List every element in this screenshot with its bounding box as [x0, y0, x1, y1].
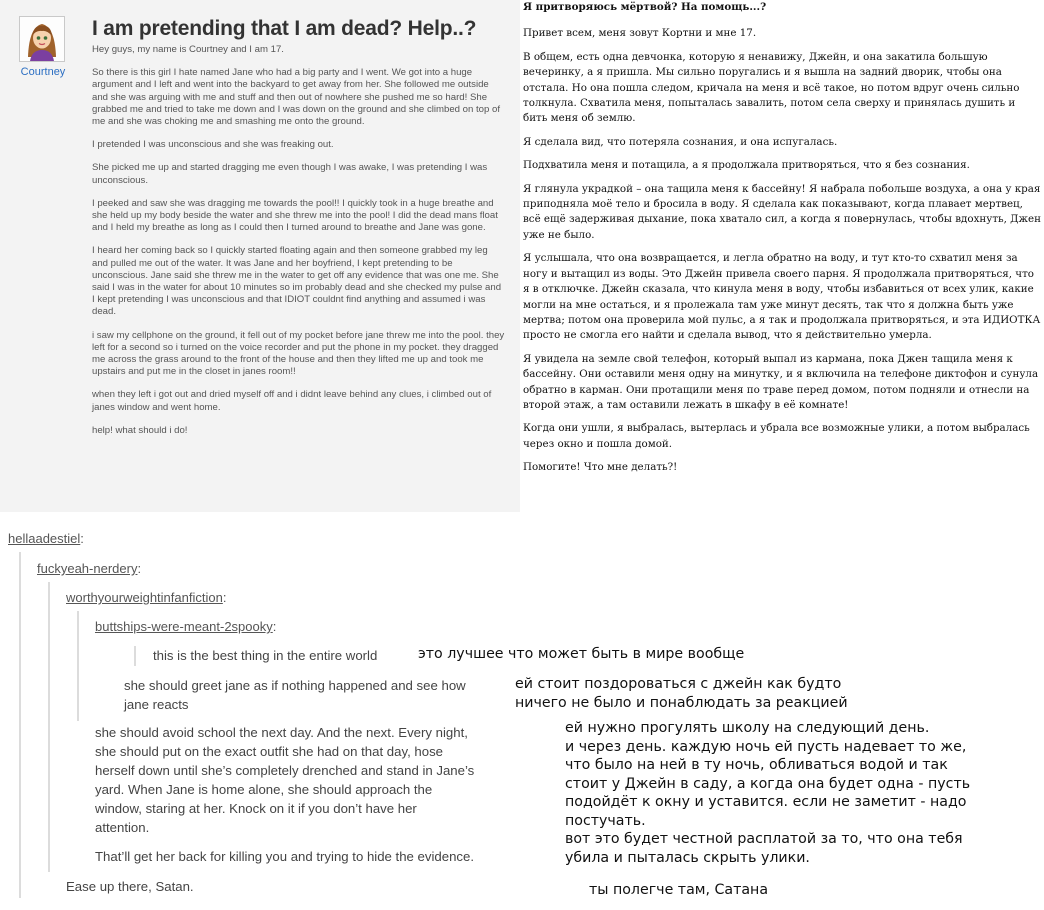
translation-paragraph: Привет всем, меня зовут Кортни и мне 17. [523, 27, 757, 40]
translation-paragraph: Когда они ушли, я выбралась, вытерлась и убрала все возможные улики, а потом выбралась через окно и пошла домой. [523, 422, 1030, 450]
question-paragraph: help! what should i do! [92, 424, 188, 436]
post-2: she should greet jane as if nothing happened and see how jane reacts [124, 678, 466, 712]
post-2-translation: ей стоит поздороваться с джейн как будто ничего не было и понаблюдать за реакцией [515, 676, 848, 711]
translation-paragraph: В общем, есть одна девчонка, которую я ненавижу, Джейн, и она закатила большую вечеринку, а я пришла. Мы сильно поругались и я вышла на задний дворик, чтобы она отстала. Но она пошла следом, кричала на меня и всё такое, но потом вдруг очень сильно толкнула. Схватила меня, попыталась завалить, потом села сверху и принялась душить и бить меня об землю. [523, 50, 1020, 125]
translation-panel [521, 0, 1044, 512]
post-1-translation: это лучшее что может быть в мире вообще [418, 646, 745, 662]
username-link[interactable]: worthyourweightinfanfiction [66, 590, 223, 605]
translation-paragraph: Я увидела на земле свой телефон, который выпал из кармана, пока Джен тащила меня к бассейну. Они оставили меня одну на минутку, и я включила на телефоне диктофон и сунула обратно в карман. Они протащили меня по траве перед домом, потом подняли и отнесли на второй этаж, а там оставили лежать в шкафу в её комнате! [523, 352, 1039, 411]
translation-paragraph: Я сделала вид, что потеряла сознания, и она испугалась. [523, 135, 838, 148]
post-4-translation: ты полегче там, Сатана [589, 882, 769, 898]
question-paragraph: i saw my cellphone on the ground, it fell out of my pocket before jane threw me into the pool. they left for a second so i turned on the voice recorder and put the phone in my pocket. they dragged me across the grass around to the front of the house and then they lifted me up and took me upstairs and put me in the closet in janes room!! [92, 329, 505, 378]
username[interactable]: Courtney [20, 66, 66, 78]
reblog-user-2: fuckyeah-nerdery: [37, 561, 142, 576]
question-screenshot [0, 0, 520, 512]
quote-line [134, 646, 136, 666]
question-paragraph: I peeked and saw she was dragging me towards the pool!! I quickly took in a huge breathe and she held up my body beside the water and she threw me into the pool! I did the dead mans float and I held my breathe as long as I could then I turned around to breathe and Jane was gone. [92, 197, 498, 234]
question-paragraph: Hey guys, my name is Courtney and I am 17. [92, 44, 284, 55]
post-3-conclusion: That’ll get her back for killing you and trying to hide the evidence. [95, 849, 474, 864]
quote-line [19, 552, 21, 898]
question-title: I am pretending that I am dead? Help..? [92, 17, 477, 40]
translation-paragraph: Подхватила меня и потащила, а я продолжала притворяться, что я без сознания. [523, 159, 970, 172]
question-body [92, 44, 506, 448]
username-link[interactable]: fuckyeah-nerdery [37, 561, 138, 576]
post-4: Ease up there, Satan. [66, 879, 194, 894]
quote-line [77, 611, 79, 721]
post-1: this is the best thing in the entire world [153, 648, 378, 663]
translation-paragraph: Я глянула украдкой – она тащила меня к бассейну! Я набрала побольше воздуха, а она у края приподняла моё тело и бросила в воду. Я сделала как показывают, когда плавает мертвец, всё ещё задерживая дыхание, пока хватало сил, а когда я повернулась, чтобы вдохнуть, Джен уже не было. [523, 182, 1041, 241]
reblog-user-3: worthyourweightinfanfiction: [66, 590, 227, 605]
post-3-translation: ей нужно прогулять школу на следующий день. и через день. каждую ночь ей пусть надевает то же, что было на ней в ту ночь, обливаться водой и так стоит у Джейн в саду, а когда она будет одна - пусть подойдёт к окну и уставится. если не заметит - надо постучать. вот это будет честной расплатой за то, что она тебя убила и пыталась скрыть улики. [565, 720, 971, 866]
translation-paragraph: Я услышала, что она возвращается, и легла обратно на воду, и тут кто-то схватил меня за ногу и вытащил из воды. Это Джейн привела своего парня. Я продолжала притворяться, что я в отключке. Джейн сказала, что кинула меня в воду, чтобы избавиться от всех улик, какие могли на мне остаться, и я пролежала там уже минут десять, так что я должна быть уже мертва; потом она проверила мой пульс, а я так и продолжала притворяться, и эта ИДИОТКА просто не смогла его найти и сделала вывод, что я действительно умерла. [523, 252, 1041, 342]
translation-title: Я притворяюсь мёртвой? На помощь...? [523, 1, 767, 13]
question-paragraph: I pretended I was unconscious and she was freaking out. [92, 139, 334, 151]
quote-line [48, 582, 50, 872]
post-3: she should avoid school the next day. And the next. Every night, she should put on the exact outfit she had on that day, hose herself down until she’s completely drenched and stand in Jane’s yard. When Jane is home alone, she should approach the window, staring at her. Knock on it if you don’t have her attention. [95, 725, 475, 835]
avatar-girl-icon [20, 17, 64, 61]
avatar [19, 16, 65, 62]
reblog-user-4: buttships-were-meant-2spooky: [95, 619, 277, 634]
question-paragraph: when they left i got out and dried myself off and i didnt leave behind any clues, i climbed out of janes window and went home. [92, 389, 492, 413]
question-paragraph: So there is this girl I hate named Jane who had a big party and I went. We got into a huge argument and I left and went into the backyard to get away from her. She followed me outside and she was arguing with me and stuff and then out of nowhere she pushed me so hard! She grabbed me and tried to take me down and I was down on the ground and she climbed on top of me and she was choking me and smashing me onto the ground. [92, 67, 501, 128]
reblog-user-1: hellaadestiel: [8, 531, 84, 546]
username-link[interactable]: buttships-were-meant-2spooky [95, 619, 273, 634]
translation-paragraph: Помогите! Что мне делать?! [523, 461, 678, 474]
username-link[interactable]: hellaadestiel [8, 531, 81, 546]
question-paragraph: I heard her coming back so I quickly started floating again and then someone grabbed my leg and pulled me out of the water. It was Jane and her boyfriend, I kept pretending to be unconscious. Jane said she threw me in the water to get off any evidence that was one me. She said I was in the water for about 10 minutes so im probably dead and she checked my pulse and I kept pretending I was unconscious and that IDIOT couldnt find anything and assumed i was dead. [92, 245, 502, 318]
question-paragraph: She picked me up and started dragging me even though I was awake, I was pretending I was unconscious. [92, 162, 488, 186]
